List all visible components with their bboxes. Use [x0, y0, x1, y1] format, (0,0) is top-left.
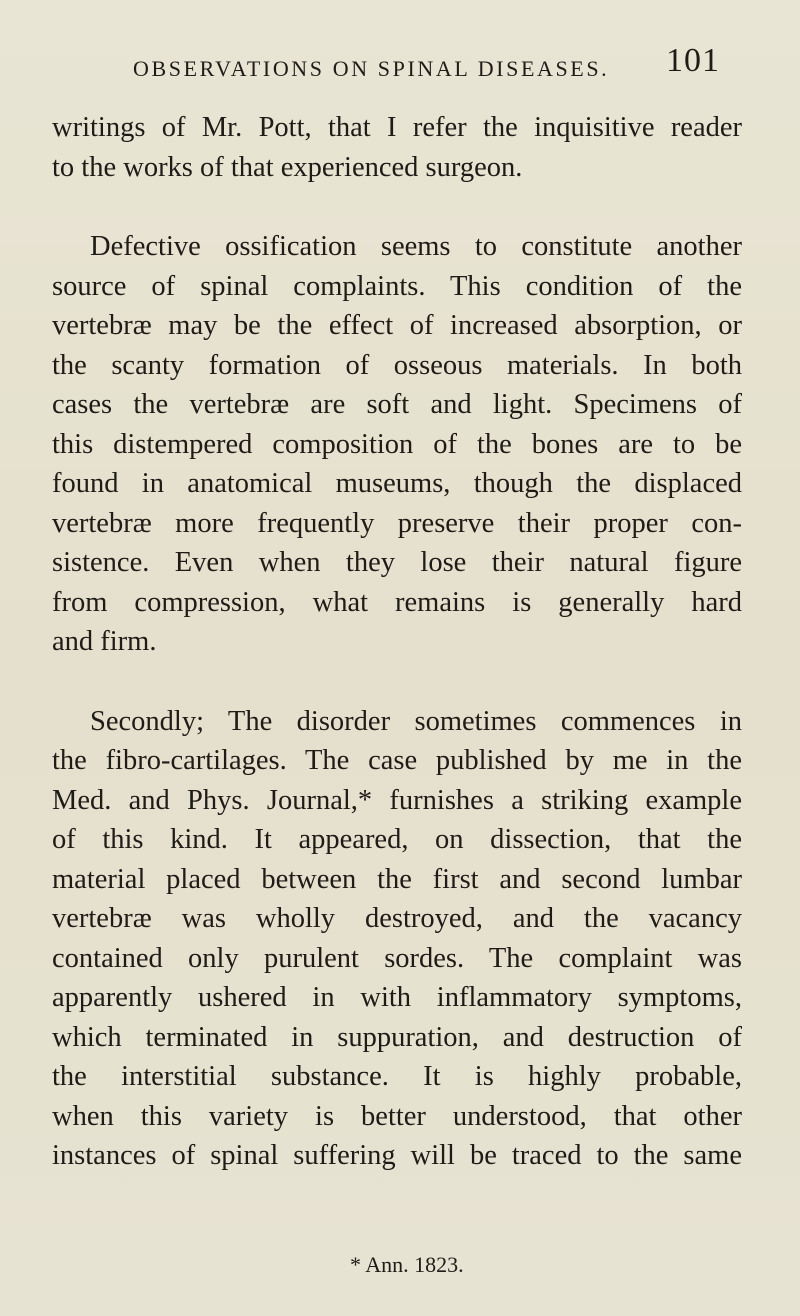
- paragraph-continuation: [52, 108, 742, 187]
- text-line: cases the vertebræ are soft and light. Specimens of: [52, 389, 742, 420]
- text-line: when this variety is better understood, that other: [52, 1100, 742, 1132]
- text-line: sistence. Even when they lose their natural figure: [52, 547, 742, 578]
- text-line: of this kind. It appeared, on dissection, that the: [52, 824, 742, 855]
- text-line: Secondly; The disorder sometimes commences in: [90, 705, 742, 737]
- footnote: * Ann. 1823.: [350, 1252, 464, 1277]
- text-line: instances of spinal suffering will be traced to the same: [52, 1140, 742, 1171]
- text-line: and firm.: [52, 626, 157, 657]
- text-line: this distempered composition of the bones are to be: [52, 428, 742, 460]
- text-line: source of spinal complaints. This condition of the: [52, 270, 742, 302]
- text-line: from compression, what remains is generally hard: [52, 586, 742, 618]
- text-line: Defective ossification seems to constitute another: [90, 231, 742, 262]
- text-line: apparently ushered in with inflammatory symptoms,: [52, 982, 742, 1013]
- text-line: found in anatomical museums, though the displaced: [52, 468, 742, 499]
- text-line: the scanty formation of osseous materials. In both: [52, 349, 742, 381]
- text-line: vertebræ more frequently preserve their proper con-: [52, 507, 742, 539]
- text-line: material placed between the first and second lumbar: [52, 863, 742, 895]
- running-title: OBSERVATIONS ON SPINAL DISEASES.: [133, 56, 610, 81]
- page-number: 101: [666, 42, 720, 79]
- text-line: vertebræ may be the effect of increased absorption, or: [52, 310, 742, 341]
- text-line: Med. and Phys. Journal,* furnishes a striking example: [52, 784, 742, 816]
- text-line: which terminated in suppuration, and destruction of: [52, 1021, 742, 1053]
- paragraph-fibro-cartilages: [52, 702, 742, 1176]
- paragraph-defective-ossification: [52, 227, 742, 662]
- body-text: [52, 108, 742, 1176]
- text-line: to the works of that experienced surgeon.: [52, 151, 523, 183]
- text-line: the interstitial substance. It is highly probable,: [52, 1061, 742, 1092]
- text-line: the fibro-cartilages. The case published by me in the: [52, 745, 742, 776]
- text-line: vertebræ was wholly destroyed, and the vacancy: [52, 903, 742, 934]
- text-line: writings of Mr. Pott, that I refer the inquisitive reader: [52, 112, 742, 143]
- running-head: [133, 42, 720, 92]
- text-line: contained only purulent sordes. The complaint was: [52, 942, 742, 974]
